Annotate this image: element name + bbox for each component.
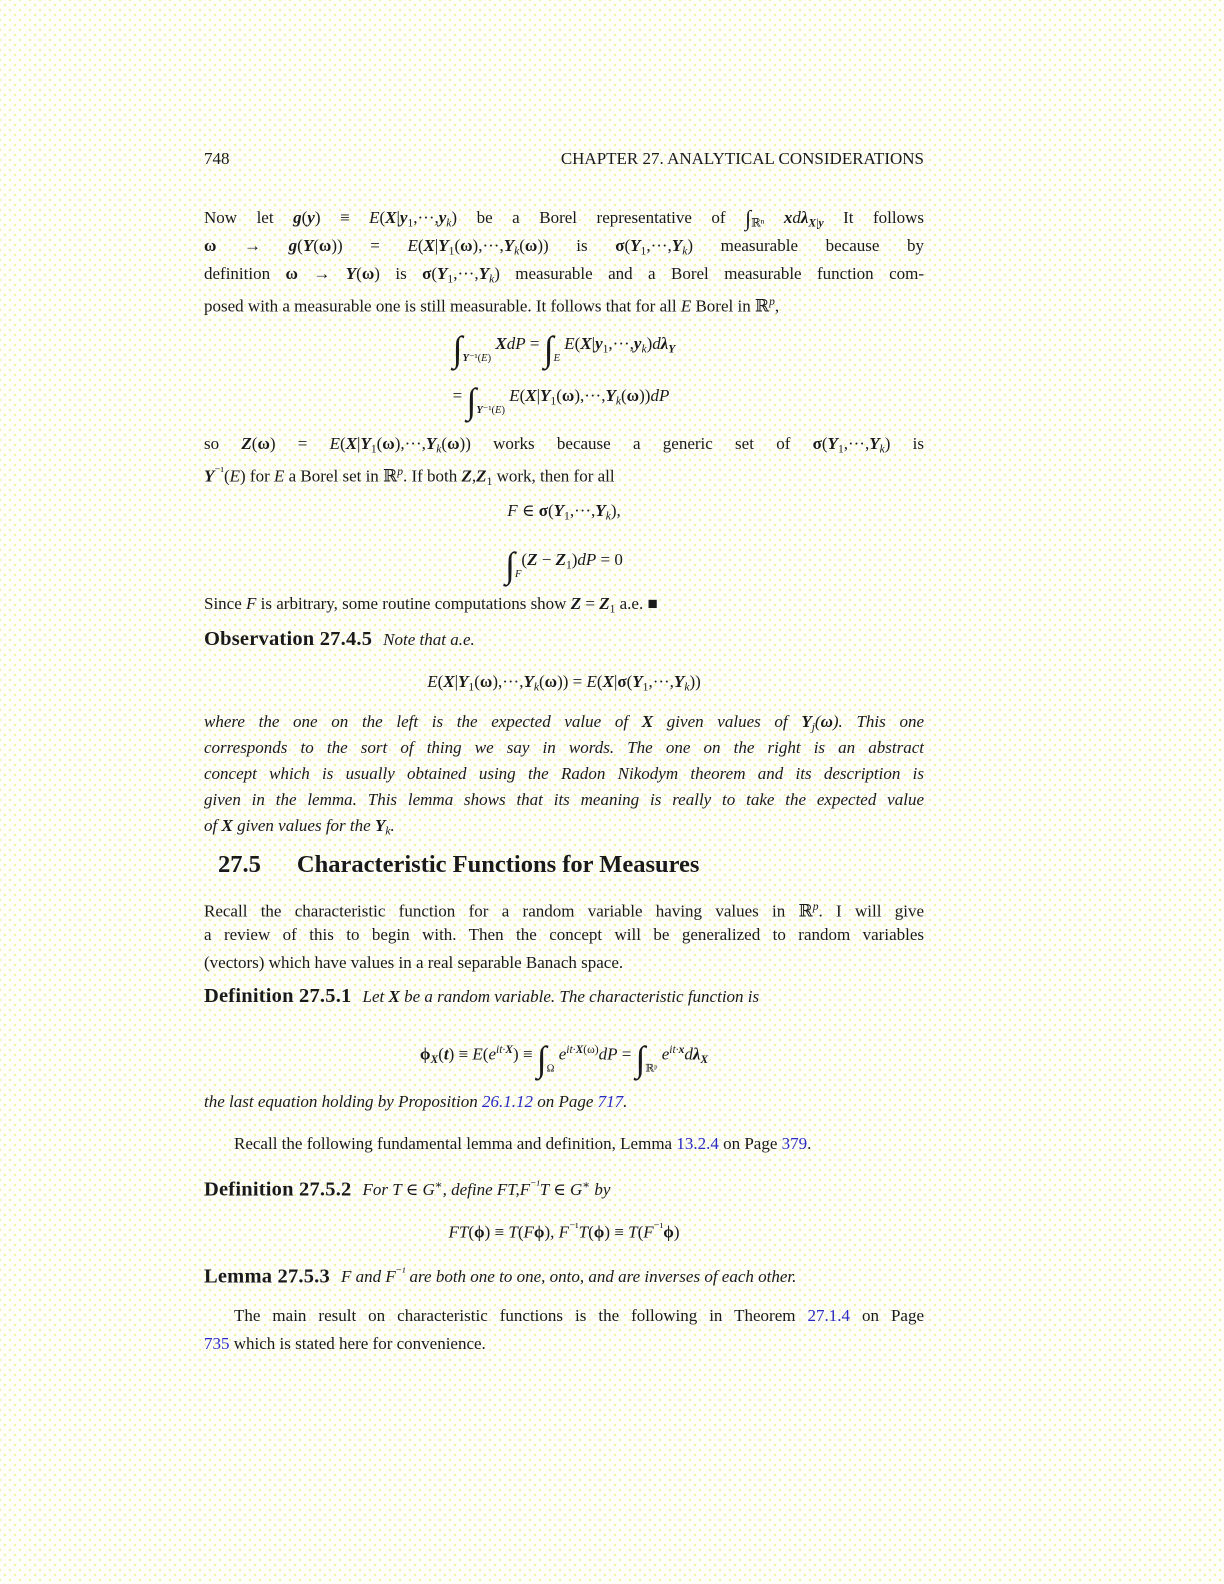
section-title: Characteristic Functions for Measures: [296, 851, 700, 878]
text-line: posed with a measurable one is still measurable. It follows that for all E Borel in ℝ$^p$,: [204, 295, 780, 316]
text-line: of X given values for the $Y_k$.: [204, 816, 395, 838]
observation-title: Observation 27.4.5: [204, 628, 373, 650]
text-line: Recall the characteristic function for a random variable having values in ℝ$^p$. I will give: [204, 900, 924, 921]
page-content: [204, 148, 924, 1358]
chapter-running-head: CHAPTER 27. ANALYTICAL CONSIDERATIONS: [560, 149, 924, 168]
lemma-title: Lemma 27.5.3: [204, 1265, 330, 1286]
ref-link[interactable]: 26.1.12: [481, 1092, 533, 1111]
paragraph-so-z-works: [204, 430, 924, 486]
text-line: 735 which is stated here for convenience.: [204, 1334, 486, 1353]
ref-link[interactable]: 27.1.4: [807, 1306, 850, 1325]
page-number: 748: [204, 149, 230, 168]
equation-characteristic-function: [204, 1024, 924, 1080]
text-line: corresponds to the sort of thing we say in words. The one on the right is an abstract: [204, 738, 924, 757]
paragraph-section-intro: [204, 893, 924, 977]
text-line: so $Z(\omega) = E(X|Y_1(\omega),\cdot\cdot\cdot,Y_k(\omega))$ works because a generic set of $\sigma(Y_1,\cdot\cdot\cdot,Y_k)$ is: [204, 434, 924, 456]
equation-line: $\phi_X(t) \equiv E(e^{it\cdot X}) \equiv \int_\Omega$ $e^{it\cdot X(\omega)}dP = \int_{ℝᵖ}$ $e^{it\cdot x}d\lambda_X$: [419, 1039, 709, 1080]
equation-z-minus-z1: [204, 534, 924, 586]
ref-link[interactable]: 379: [781, 1134, 808, 1153]
observation-note: Note that a.e.: [383, 630, 475, 649]
equation-conditional-expectation: [204, 669, 924, 695]
paragraph-main-result: [204, 1302, 924, 1358]
text-line: definition ω → Y(ω) is $\sigma(Y_1,\cdot\cdot\cdot,Y_k)$ measurable and a Borel measurable function com-: [204, 264, 924, 286]
section-heading: [204, 849, 924, 881]
lemma-note: F and $F^{^{-1}}$ are both one to one, onto, and are inverses of each other.: [340, 1266, 797, 1286]
paragraph-intro: [204, 204, 924, 316]
section-number: 27.5: [218, 851, 261, 878]
text-line: given in the lemma. This lemma shows that its meaning is really to take the expected value: [204, 790, 924, 809]
equation-line: F ∈ $\sigma(Y_1,\cdot\cdot\cdot,Y_k)$,: [507, 501, 621, 523]
equation-f-in-sigma: [204, 498, 924, 524]
text-line: (vectors) which have values in a real separable Banach space.: [204, 953, 624, 972]
definition-note: Let X be a random variable. The characteristic function is: [362, 987, 760, 1006]
paragraph-last-equation: [204, 1088, 924, 1116]
equation-line: $\int_F(Z - Z_1)dP = 0$: [505, 544, 623, 585]
paragraph-recall-lemma: [204, 1130, 924, 1158]
text-line: Since F is arbitrary, some routine computations show $Z = Z_1$ a.e. ■: [204, 594, 658, 616]
equation-integral-identity: [204, 318, 924, 422]
equation-line: $E(X|Y_1(\omega),\cdot\cdot\cdot,Y_k(\omega)) = E(X|\sigma(Y_1,\cdot\cdot\cdot,Y_k))$: [427, 672, 701, 694]
ref-link[interactable]: 735: [204, 1334, 230, 1353]
text-line: concept which is usually obtained using the Radon Nikodym theorem and its description is: [204, 764, 924, 783]
definition-2752-heading: [204, 1172, 924, 1199]
observation-heading: [204, 626, 924, 653]
text-line: a review of this to begin with. Then the concept will be generalized to random variables: [204, 925, 924, 944]
equation-line: $\int_{Y^{-1}(E)}$ XdP = $\int_E$ $E(X|y_1,\cdot\cdot\cdot,y_k)d\lambda_Y$: [452, 328, 676, 369]
text-line: The main result on characteristic functions is the following in Theorem 27.1.4 on Page: [234, 1306, 924, 1325]
definition-note: For T ∈ G∗, define $FT,F^{^{-1}}T$ ∈ G∗ by: [362, 1179, 611, 1199]
text-line: Now let $g(y) \equiv E(X|y_1,\cdot\cdot\cdot,y_k)$ be a Borel representative of $\int_{ℝ^n}$ xdλ$_{X|y}$ It follows: [204, 205, 924, 231]
equation-line: = $\int_{Y^{-1}(E)}$ $E(X|Y_1(\omega),\cdot\cdot\cdot,Y_k(\omega))dP$: [452, 380, 670, 421]
definition-title: Definition 27.5.1: [204, 985, 352, 1007]
equation-fourier-transform: [204, 1211, 924, 1245]
page-header: [204, 148, 924, 170]
equation-line: FT(ϕ) ≡ T(Fϕ), $F^{^{-1}}T(\phi) \equiv T(F^{^{-1}}\phi)$: [448, 1221, 680, 1242]
text-line: where the one on the left is the expected value of X given values of $Y_j(\omega)$. This one: [204, 712, 924, 734]
paragraph-since-f: [204, 590, 924, 618]
ref-link[interactable]: 717: [597, 1092, 624, 1111]
aligned-equations: [453, 318, 676, 422]
definition-title: Definition 27.5.2: [204, 1178, 352, 1199]
definition-2751-heading: [204, 983, 924, 1010]
text-line: the last equation holding by Proposition 26.1.12 on Page 717.: [204, 1092, 628, 1111]
text-line: Recall the following fundamental lemma and definition, Lemma 13.2.4 on Page 379.: [234, 1134, 812, 1153]
text-line: $\omega \to g(Y(\omega)) = E(X|Y_1(\omega),\cdot\cdot\cdot,Y_k(\omega))$ is $\sigma(Y_1,\cdot\cdot\cdot,Y_k)$ measurable because by: [204, 236, 924, 258]
ref-link[interactable]: 13.2.4: [676, 1134, 719, 1153]
text-line: $Y^{^{-1}}(E)$ for E a Borel set in ℝ$^p$. If both $Z,Z_1$ work, then for all: [204, 465, 615, 486]
paragraph-observation-body: [204, 709, 924, 839]
lemma-2753-heading: [204, 1259, 924, 1286]
